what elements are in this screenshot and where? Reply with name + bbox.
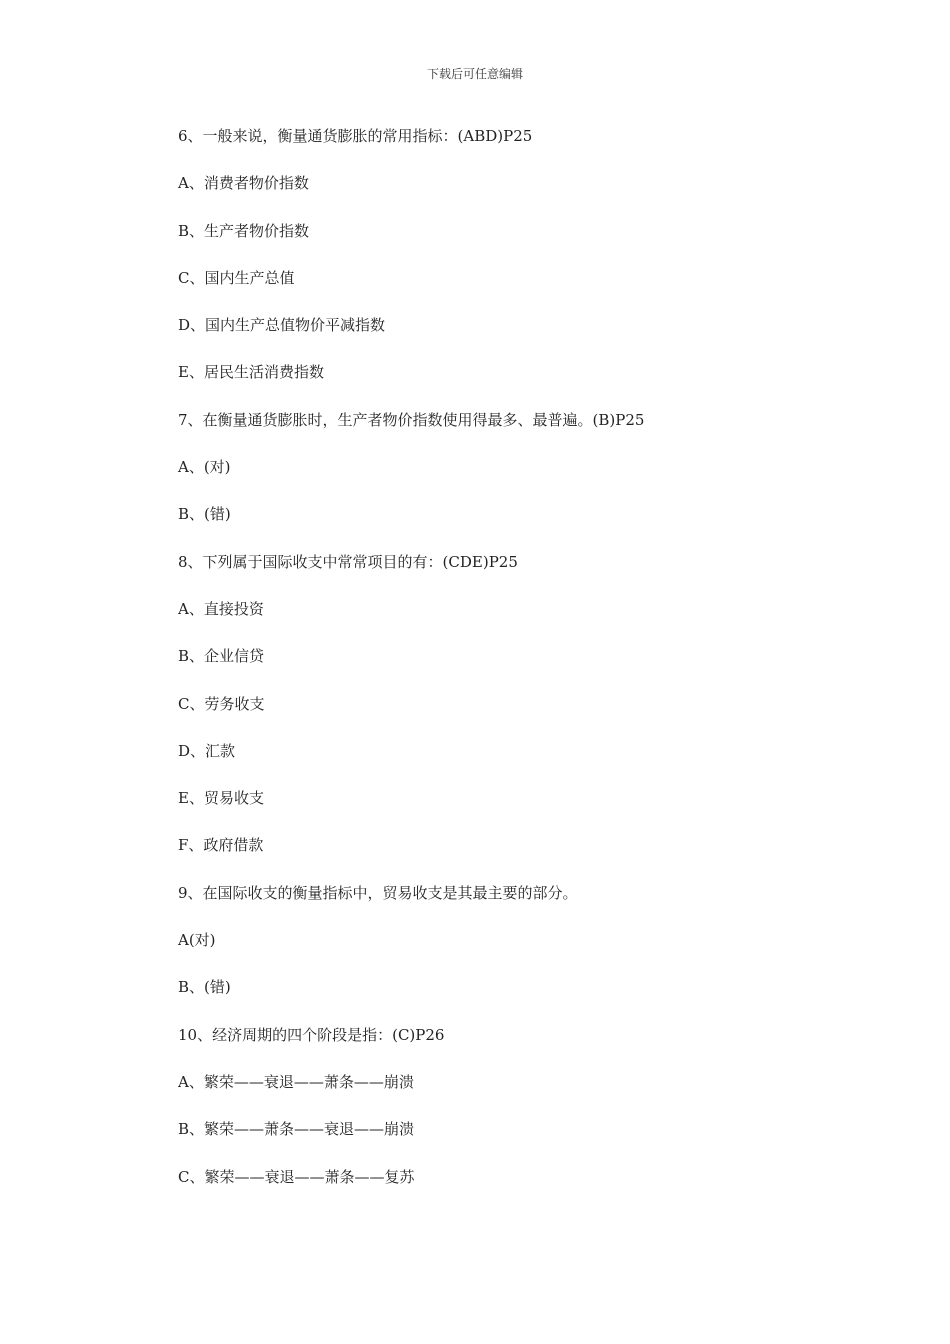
question-9: 9、在国际收支的衡量指标中，贸易收支是其最主要的部分。	[178, 883, 578, 902]
page-header: 下载后可任意编辑	[426, 67, 523, 81]
question-9-option-a: A(对)	[178, 931, 216, 950]
question-10-option-b: B、繁荣——萧条——衰退——崩溃	[178, 1120, 415, 1139]
question-7-option-a: A、(对)	[178, 458, 231, 477]
question-8-option-e: E、贸易收支	[178, 789, 264, 808]
question-7: 7、在衡量通货膨胀时，生产者物价指数使用得最多、最普遍。(B)P25	[178, 410, 645, 429]
question-6-option-a: A、消费者物价指数	[178, 174, 309, 193]
document-body	[178, 123, 878, 1211]
question-8-option-f: F、政府借款	[178, 836, 264, 855]
question-6-option-d: D、国内生产总值物价平减指数	[178, 316, 386, 335]
question-8: 8、下列属于国际收支中常常项目的有：(CDE)P25	[178, 552, 518, 571]
question-8-option-a: A、直接投资	[178, 599, 264, 618]
question-9-option-b: B、(错)	[178, 978, 231, 997]
question-6: 6、一般来说，衡量通货膨胀的常用指标：(ABD)P25	[178, 127, 533, 145]
question-8-option-c: C、劳务收支	[178, 694, 265, 713]
question-6-option-c: C、国内生产总值	[178, 268, 295, 287]
question-7-option-b: B、(错)	[178, 505, 231, 524]
question-10-option-c: C、繁荣——衰退——萧条——复苏	[178, 1167, 415, 1186]
question-6-option-b: B、生产者物价指数	[178, 221, 310, 240]
question-8-option-b: B、企业信贷	[178, 647, 265, 666]
question-10: 10、经济周期的四个阶段是指：(C)P26	[178, 1025, 445, 1044]
question-6-option-e: E、居民生活消费指数	[178, 363, 324, 382]
question-8-option-d: D、汇款	[178, 741, 236, 760]
question-10-option-a: A、繁荣——衰退——萧条——崩溃	[178, 1072, 414, 1091]
